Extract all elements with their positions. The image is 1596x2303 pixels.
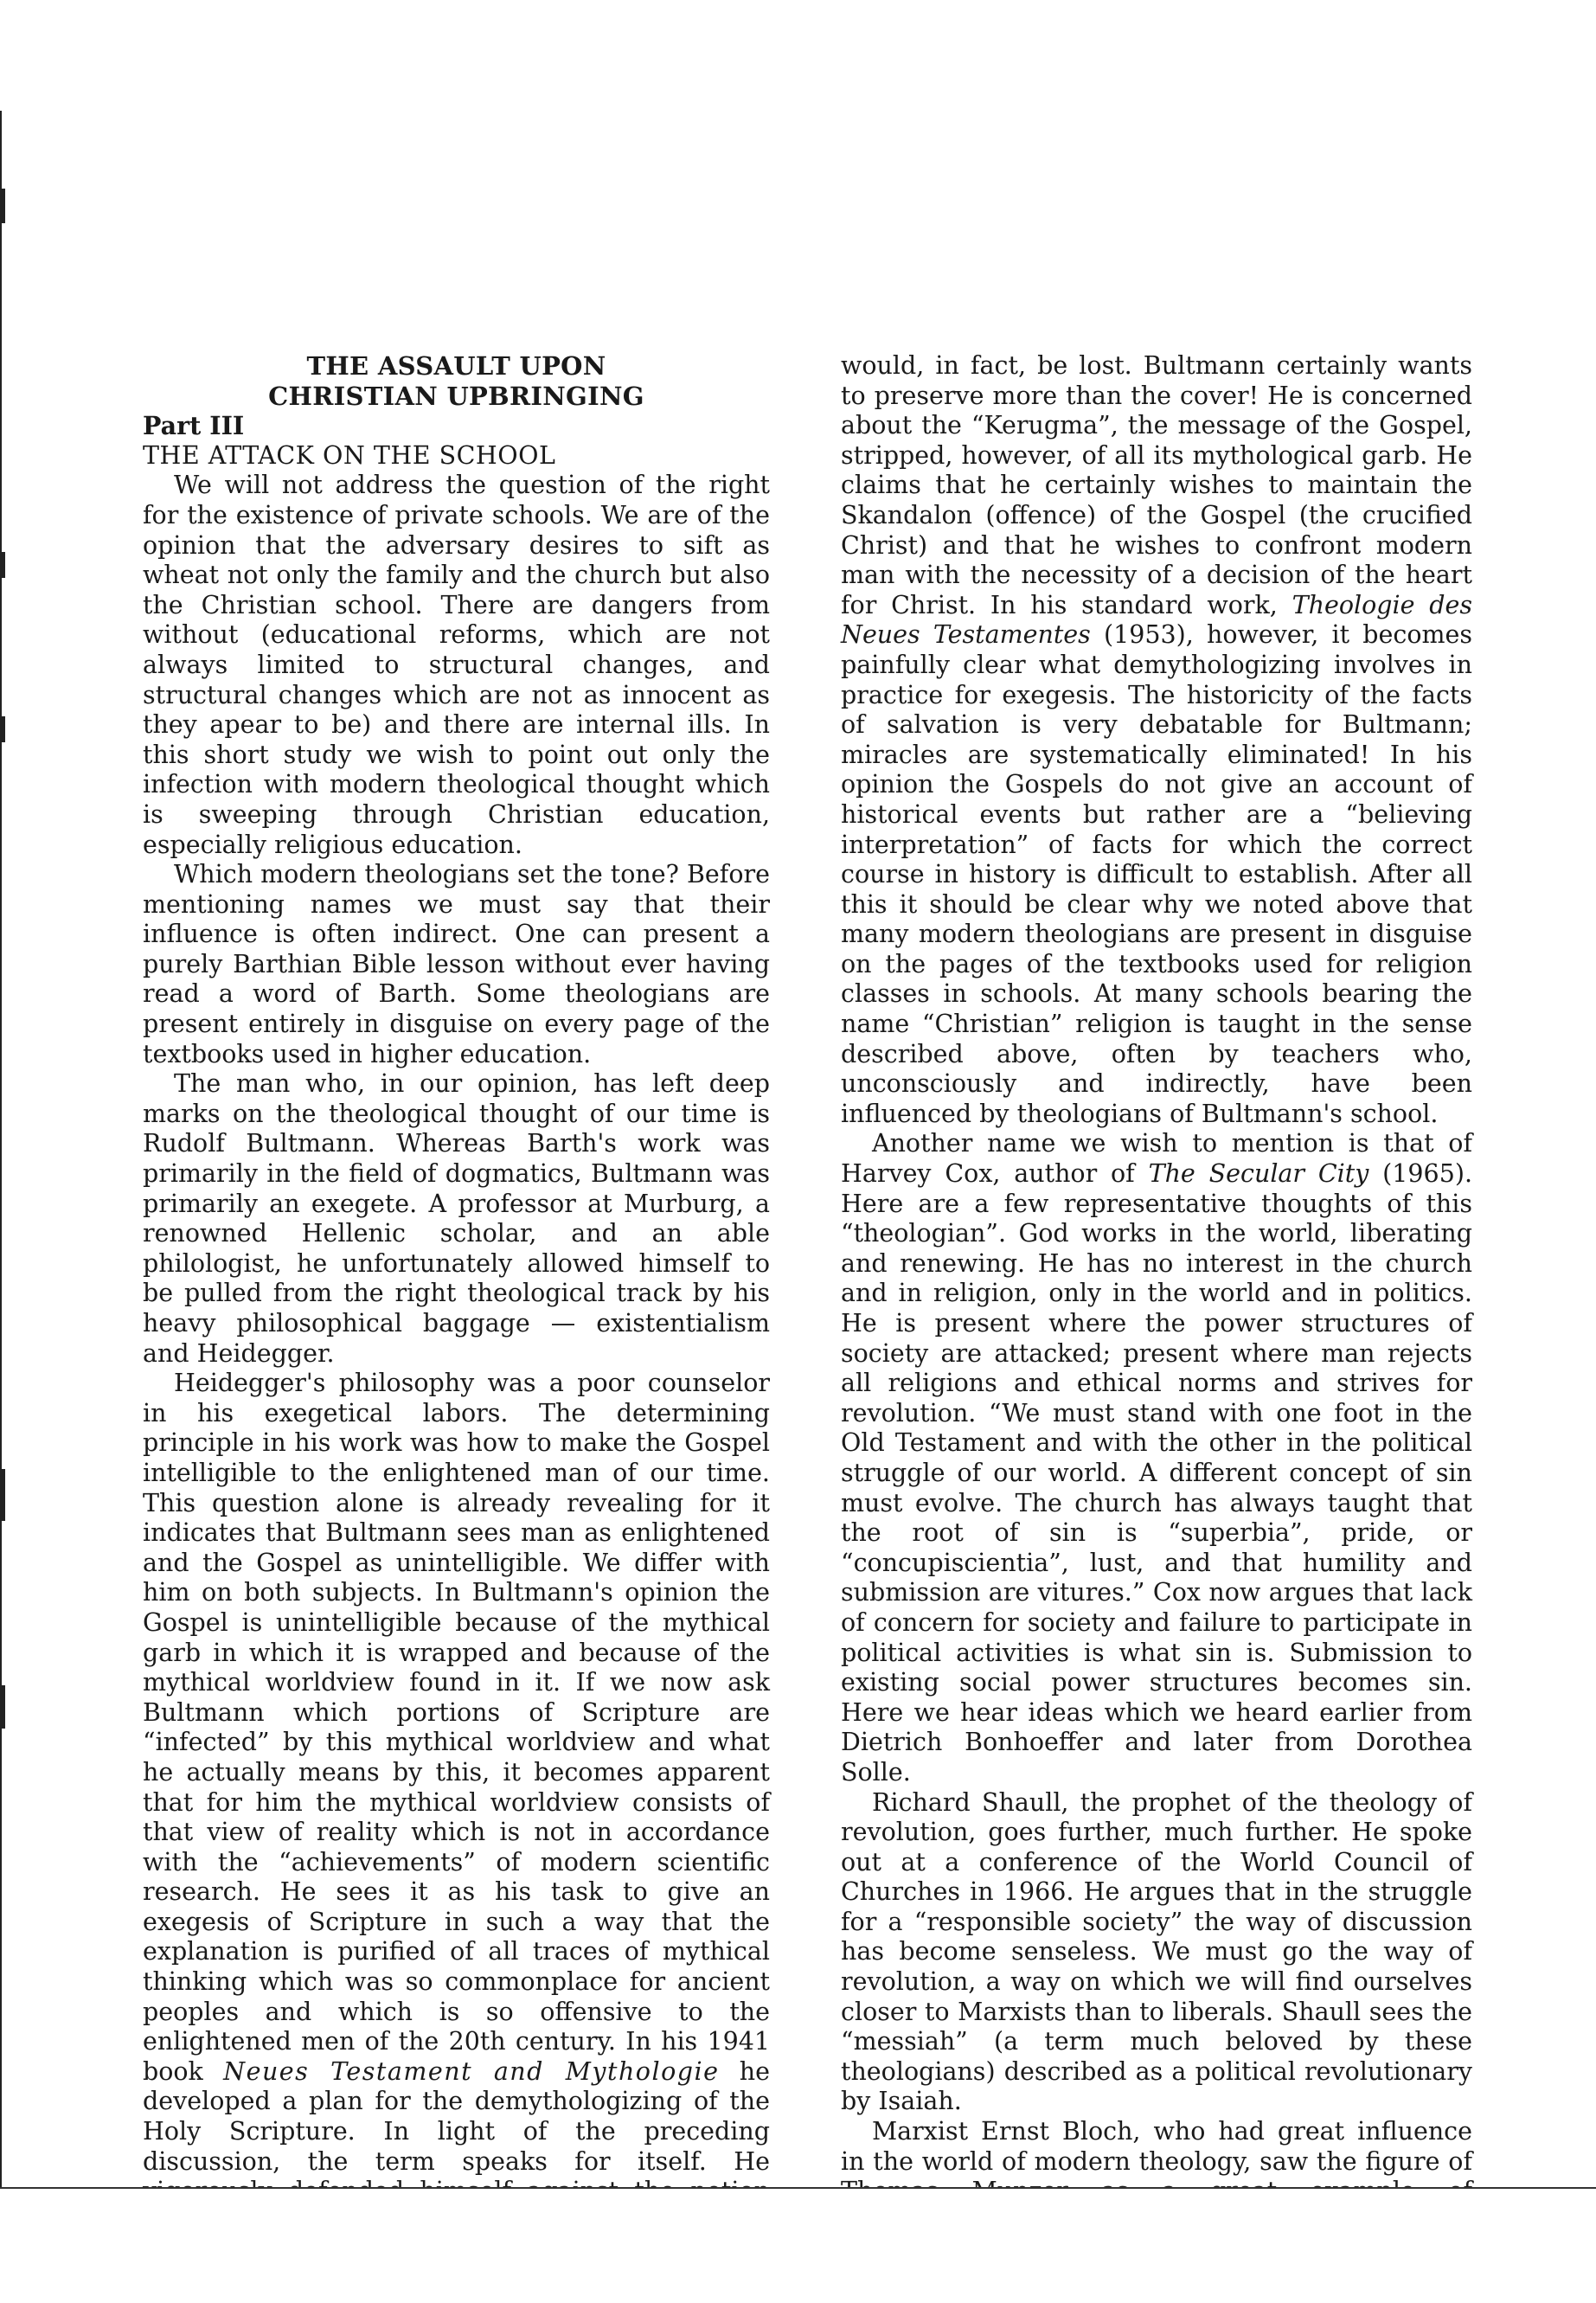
right-paragraph-2 [841,1129,1472,1787]
book-title-neues-testament: Neues Testament and Mythologie [223,2056,720,2086]
document-page [0,111,1596,2187]
left-paragraph-2: Which modern theologians set the tone? Before mentioning names we must say that their influence is often indirect. One can present a purely Barthian Bible lesson without ever having read a word of Barth. Some theologians are present entirely in disguise on every page of the textbooks used in higher education. [143,860,770,1068]
left-column [143,351,770,2267]
right-paragraph-3: Richard Shaull, the prophet of the theology of revolution, goes further, much further. He spoke out at a conference of the World Council of Churches in 1966. He argues that in the struggle for a “responsible society” the way of discussion has become senseless. We must go the way of revolution, a way on which we will find ourselves closer to Marxists than to liberals. Shaull sees the “messiah” (a term much beloved by these theologians) described as a political revolutionary by Isaiah. [841,1787,1472,2116]
article-title-line-2: CHRISTIAN UPBRINGING [268,381,644,411]
book-title-theologie: Theologie des Neues Testamentes [841,590,1472,650]
binding-mark [2,1469,5,1521]
right-paragraph-1-start: would, in fact, be lost. Bultmann certainly wants to preserve more than the cover! He is concerned about the “Kerugma”, the message of the Gospel, stripped, however, of all its mythological garb. He claims that he certainly wishes to maintain the Skandalon (offence) of the Gospel (the crucified Christ) and that he wishes to confront modern man with the necessity of a decision of the heart for Christ. In his standard work, [841,351,1472,619]
right-column [841,351,1472,2236]
right-paragraph-2-end: (1965). Here are a few representative thoughts of this “theologian”. God works in the world, liberating and renewing. He has no interest in the church and in religion, only in the world and in politics. He is present where the power structures of society are attacked; present where man rejects all religions and ethical norms and strives for revolution. “We must stand with one foot in the Old Testament and with the other in the political struggle of our world. A different concept of sin must evolve. The church has always taught that the root of sin is “superbia”, pride, or “concupiscientia”, lust, and that humility and submission are vitures.” Cox now argues that lack of concern for society and failure to participate in political activities is what sin is. Submission to existing social power structures becomes sin. Here we hear ideas which we heard earlier from Dietrich Bonhoeffer and later from Dorothea Solle. [841,1159,1472,1787]
right-paragraph-4: Marxist Ernst Bloch, who had great influence in the world of modern theology, saw the figure of [841,2117,1472,2176]
left-paragraph-4-text: Heidegger's philosophy was a poor counselor in his exegetical labors. The determining principle in his work was how to make the Gospel intelligible to the enlightened man of our time. This question alone is already revealing for it indicates that Bultmann sees man as enlightened and the Gospel as unintelligible. We differ with him on both subjects. In Bultmann's opinion the Gospel is unintelligible because of the mythical garb in which it is wrapped and because of the mythical worldview found in it. If we now ask Bultmann which portions of Scripture are “infected” by this mythical worldview and what he actually means by this, it becomes apparent that for him the mythical worldview consists of that view of reality which is not in accordance with the “achievements” of modern scientific research. He sees it as his task to give an exegesis of Scripture in such a way that the explanation is purified of all traces of mythical thinking which was so commonplace for ancient peoples and which is so offensive to the enlightened men of the 20th century. In his 1941 book [143,1369,770,2086]
right-paragraph-1 [841,351,1472,1129]
section-heading: THE ATTACK ON THE SCHOOL [143,440,556,470]
binding-mark [2,552,5,578]
right-paragraph-1-end: (1953), however, it becomes painfully clear what demythologizing involves in practice for exegesis. The historicity of the facts of salvation is very debatable for Bultmann; miracles are systematically eliminated! In his opinion the Gospels do not give an account of historical events but rather are a “believing interpretation” of facts for which the correct course in history is difficult to establish. After all this it should be clear why we noted above that many modern theologians are present in disguise on the pages of the textbooks used for religion classes in schools. At many schools bearing the name “Christian” religion is taught in the sense described above, often by teachers who, unconsciously and indirectly, have been influenced by theologians of Bultmann's school. [841,620,1473,1128]
binding-mark [2,189,5,223]
left-paragraph-1: We will not address the question of the right for the existence of private schools. We are of the opinion that the adversary desires to sift as wheat not only the family and the church but also the Christian school. There are dangers from without (educational reforms, which are not always limited to structural changes, and structural changes which are not as innocent as they apear to be) and there are internal ills. In this short study we wish to point out only the infection with modern theological thought which is sweeping through Christian education, especially religious education. [143,471,770,859]
left-paragraph-4-tail: he developed a plan for the demythologizing of the Holy Scripture. In light of the preceding discussion, the term speaks for itself. He [143,2056,770,2176]
binding-mark [2,716,5,742]
right-paragraph-2-start: Another name we wish to mention is that of Harvey Cox, author of [841,1129,1472,1189]
scan-top-margin [0,0,1596,111]
part-label: Part III [143,411,245,441]
book-title-secular-city: The Secular City [1148,1159,1369,1189]
scan-bottom-margin [0,2187,1596,2303]
article-title-line-1: THE ASSAULT UPON [306,351,606,381]
left-paragraph-4 [143,1369,770,2267]
binding-mark [2,1685,5,1729]
left-paragraph-3: The man who, in our opinion, has left deep marks on the theological thought of our time is Rudolf Bultmann. Whereas Barth's work was primarily in the field of dogmatics, Bultmann was primarily an exegete. A professor at Murburg, a renowned Hellenic scholar, and an able philologist, he unfortunately allowed himself to be pulled from the right theological track by his heavy philosophical baggage — existentialism and Heidegger. [143,1069,770,1368]
